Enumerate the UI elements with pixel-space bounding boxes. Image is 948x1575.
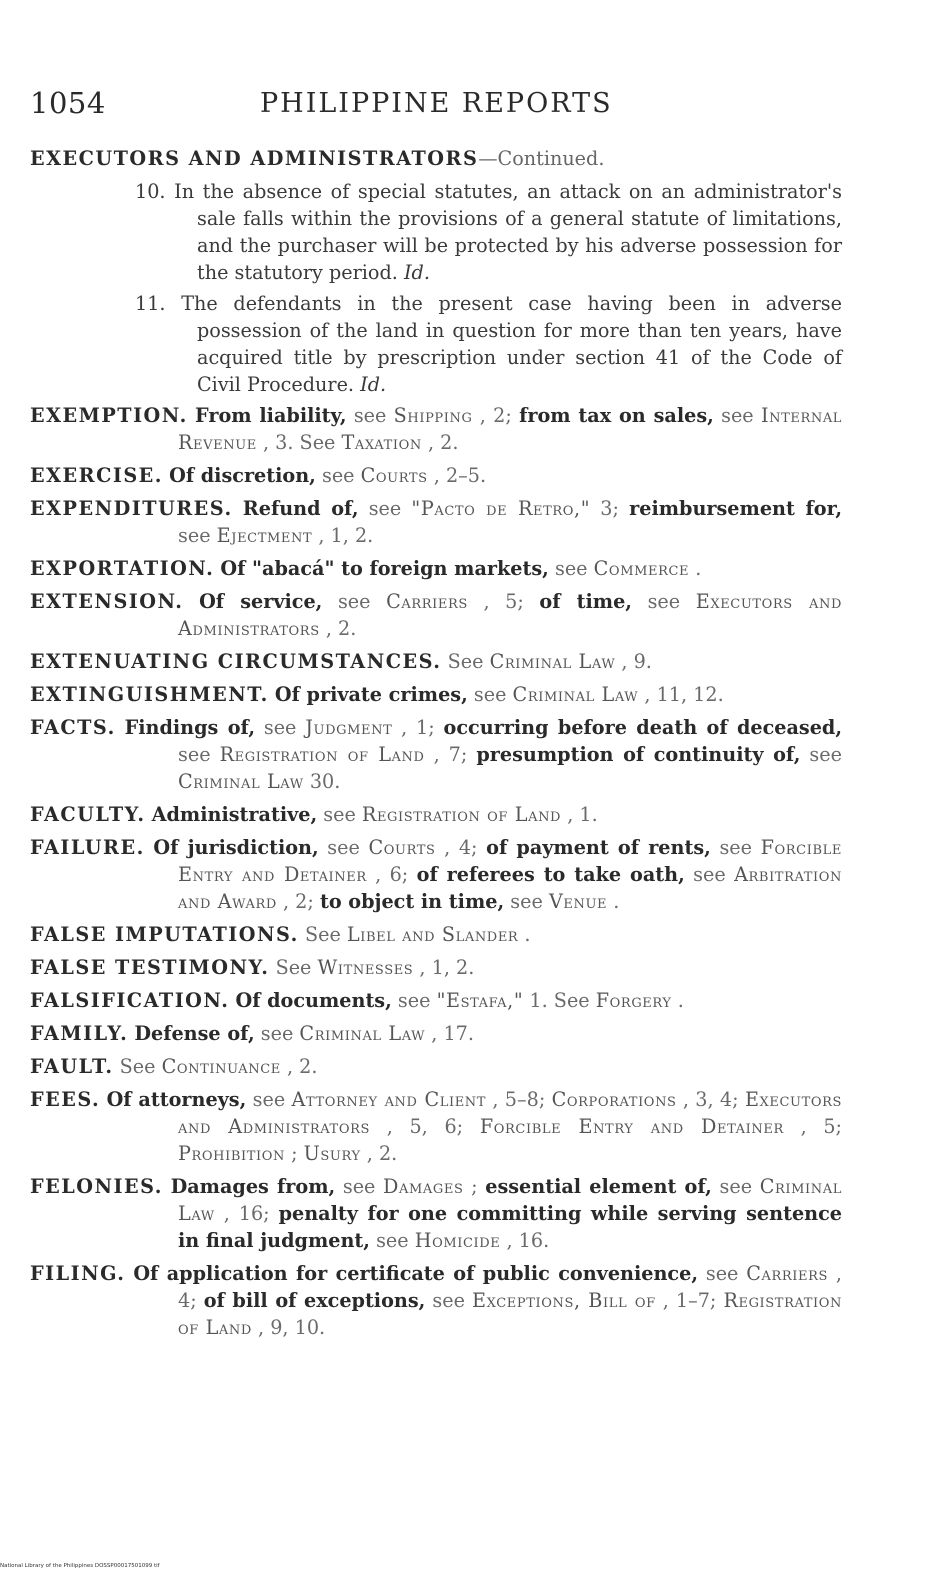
see-text: see [178,743,211,766]
cross-reference: Criminal Law [299,1022,426,1045]
index-entry [30,555,842,582]
cross-reference: Criminal Law [512,683,639,706]
entry-heading: FELONIES. [30,1175,163,1198]
see-text: , 5, 6; [386,1115,464,1138]
cross-reference: Registration of Land [219,743,425,766]
page-title: PHILIPPINE REPORTS [260,88,613,119]
see-text: 3; [600,497,619,520]
see-text: . [677,989,684,1012]
cross-reference: Commerce [593,557,690,580]
see-text: see [647,590,681,613]
entry-subject: Administrative, [151,803,318,826]
entry-subject: occurring before death of deceased, [443,716,843,739]
continued-label: —Continued. [478,147,605,170]
see-text: , 6; [375,863,409,886]
entry-heading: FAMILY. [30,1022,129,1045]
entry-subject: of payment of rents, [486,836,711,859]
entry-subject: Of application for certificate of public convenience, [133,1262,698,1285]
see-text: see [376,1229,409,1252]
cross-reference: Libel and Slander [346,923,519,946]
entry-heading: EXECUTORS AND ADMINISTRATORS [30,147,479,170]
see-text: , 1, 2. [419,956,475,979]
entry-heading: EXPENDITURES. [30,497,233,520]
see-text: see [809,743,842,766]
see-text: , 5–8; [492,1088,546,1111]
see-text: see [693,863,726,886]
see-text: , 2. [325,617,357,640]
cross-reference: Forcible Entry and Detainer [479,1115,784,1138]
cross-reference: Prohibition [178,1142,285,1165]
sub-item-number: 10. [135,180,166,203]
entry-heading: FALSIFICATION. [30,989,230,1012]
cross-reference: Usury [303,1142,361,1165]
see-text: 30. [309,770,341,793]
see-text: See [119,1055,156,1078]
see-text: see [719,1175,753,1198]
index-entry [30,1173,842,1254]
entry-subject: essential element of, [485,1175,712,1198]
index-entry [30,714,842,795]
cross-reference: Damages [383,1175,464,1198]
index-content [30,145,842,1347]
index-entry [30,462,842,489]
entry-heading: FACULTY. [30,803,146,826]
see-text: see [327,836,360,859]
entry-heading: EXERCISE. [30,464,163,487]
see-text: , 17. [431,1022,474,1045]
index-entry [30,954,842,981]
see-text: , 2; [479,404,512,427]
cross-reference: Arbitration and Award [178,863,842,913]
see-text: see [397,989,431,1012]
cross-reference: Attorney and Client [291,1088,487,1111]
sub-item [135,178,842,286]
see-text: see [321,464,355,487]
see-text: , 3. See [262,431,336,454]
entry-heading: EXEMPTION. [30,404,188,427]
page-number: 1054 [30,86,106,120]
see-text: , 7; [433,743,468,766]
see-text: , 2. [366,1142,398,1165]
see-text: . [613,890,620,913]
entry-heading: FAULT. [30,1055,114,1078]
index-entry [30,1053,842,1080]
entry-subject: Defense of, [134,1022,255,1045]
entry-subject: From liability, [195,404,347,427]
entry-heading: EXTENSION. [30,590,184,613]
see-text: see [721,404,754,427]
cross-reference: "Pacto de Retro," [411,497,591,520]
entry-subject: of referees to take oath, [416,863,685,886]
entry-subject: Of "abacá" to foreign markets, [220,557,549,580]
cross-reference: Executors and Administrators [178,590,842,640]
entry-heading: FEES. [30,1088,101,1111]
entry-subject: penalty for one committing while serving sentence in final judgment, [178,1202,842,1252]
index-entry [30,1260,842,1341]
entry-heading: FAILURE. [30,836,145,859]
see-text: , 5; [800,1115,843,1138]
entry-subject: Refund of, [242,497,359,520]
see-text: See [275,956,312,979]
entry-heading: FALSE IMPUTATIONS. [30,923,299,946]
index-entry [30,1020,842,1047]
see-text: , 4; [444,836,478,859]
entry-subject: from tax on sales, [519,404,714,427]
cross-reference: Forcible Entry and Detainer [178,836,842,886]
see-text: see [260,1022,294,1045]
see-text: See [304,923,341,946]
see-text: see [510,890,543,913]
index-entry [30,588,842,642]
cross-reference: Venue [548,890,608,913]
cross-reference: Criminal Law [178,1175,842,1225]
index-entry [30,495,842,549]
sub-item [135,290,842,398]
cross-reference: Internal Revenue [178,404,843,454]
sub-item-text: In the absence of special statutes, an attack on an administrator's sale falls within the provisions of a general statute of limitations, and the purchaser will be protected by his adverse possession for the statutory period. [174,180,842,284]
cross-reference: Registration of Land [361,803,562,826]
see-text: , 2. [286,1055,318,1078]
see-text: , 11, 12. [644,683,724,706]
see-text: see [252,1088,286,1111]
index-entry-continued [30,145,842,172]
cross-reference: Courts [360,464,428,487]
entry-subject: of bill of exceptions, [203,1289,426,1312]
see-text: see [337,590,371,613]
entry-subject: Of jurisdiction, [153,836,319,859]
entry-subject: Damages from, [170,1175,336,1198]
see-text: , 2; [282,890,314,913]
index-entry [30,801,842,828]
index-entry [30,402,842,456]
cross-reference: Forgery [595,989,672,1012]
see-text: , 2–5. [433,464,487,487]
cross-reference: Carriers [386,590,468,613]
index-entries [30,402,842,1341]
see-text: see [323,803,356,826]
cross-reference: Homicide [414,1229,501,1252]
sub-item-cite: Id. [360,373,387,396]
index-entry [30,648,842,675]
cross-reference: Executors and Administrators [178,1088,843,1138]
cross-reference: Carriers [746,1262,829,1285]
entry-subject: Of private crimes, [274,683,468,706]
entry-subject: of time, [539,590,632,613]
entry-subject: Of discretion, [169,464,316,487]
cross-reference: Criminal Law [178,770,304,793]
see-text: , 1, 2. [318,524,374,547]
see-text: , 1–7; [662,1289,717,1312]
cross-reference: Courts [368,836,436,859]
entry-heading: EXTINGUISHMENT. [30,683,269,706]
entry-heading: FALSE TESTIMONY. [30,956,270,979]
entry-heading: FACTS. [30,716,116,739]
see-text: see [368,497,402,520]
index-entry [30,834,842,915]
cross-reference: Taxation [341,431,422,454]
see-text: , 16. [506,1229,550,1252]
see-text: see [432,1289,465,1312]
entry-subject: reimbursement for, [629,497,842,520]
see-text: see [342,1175,376,1198]
see-text: , 3, 4; [682,1088,739,1111]
see-text: see [705,1262,739,1285]
cross-reference: Shipping [393,404,473,427]
cross-reference: Continuance [161,1055,281,1078]
entry-heading: EXPORTATION. [30,557,215,580]
entry-subject: to object in time, [319,890,505,913]
entry-heading: EXTENUATING CIRCUMSTANCES. [30,650,442,673]
entry-subject: Of attorneys, [106,1088,247,1111]
see-text: ; [291,1142,298,1165]
see-text: . [524,923,531,946]
see-text: , 1. [567,803,598,826]
see-text: see [719,836,752,859]
index-entry [30,921,842,948]
index-entry [30,681,842,708]
cross-reference: Corporations [551,1088,677,1111]
index-entry [30,987,842,1014]
entry-subject: Of documents, [235,989,392,1012]
see-text: , 2. [427,431,459,454]
see-text: see [554,557,588,580]
see-text: see [473,683,507,706]
index-entry [30,1086,842,1167]
cross-reference: "Estafa," [436,989,524,1012]
see-text: see [263,716,297,739]
see-text: see [353,404,387,427]
see-text: . [695,557,702,580]
entry-heading: FILING. [30,1262,126,1285]
entry-subject: Findings of, [124,716,256,739]
see-text: See [447,650,484,673]
see-text: 1. See [529,989,590,1012]
sub-item-cite: Id. [403,261,430,284]
entry-subject: presumption of continuity of, [476,743,801,766]
cross-reference: Witnesses [317,956,414,979]
see-text: , 1; [401,716,435,739]
entry-subject: Of service, [199,590,323,613]
see-text: , 9. [621,650,652,673]
see-text: , 9, 10. [258,1316,326,1339]
cross-reference: Ejectment [216,524,313,547]
see-text: , 16; [223,1202,270,1225]
sub-item-text: The defendants in the present case having been in adverse possession of the land in question for more than ten years, have acquired title by prescription under section 41 of the Code of Civil Procedure. [181,292,842,396]
see-text: , 5; [483,590,524,613]
cross-reference: Registration of Land [178,1289,842,1339]
cross-reference: Criminal Law [489,650,616,673]
page-header [30,86,650,130]
scan-footer: National Library of the Philippines DOSSP00017501099 tif [0,1563,160,1569]
cross-reference: Judgment [305,716,393,739]
sub-item-number: 11. [135,292,166,315]
see-text: see [178,524,211,547]
cross-reference: Exceptions, Bill of [471,1289,656,1312]
see-text: , 4; [178,1262,842,1312]
see-text: ; [471,1175,478,1198]
